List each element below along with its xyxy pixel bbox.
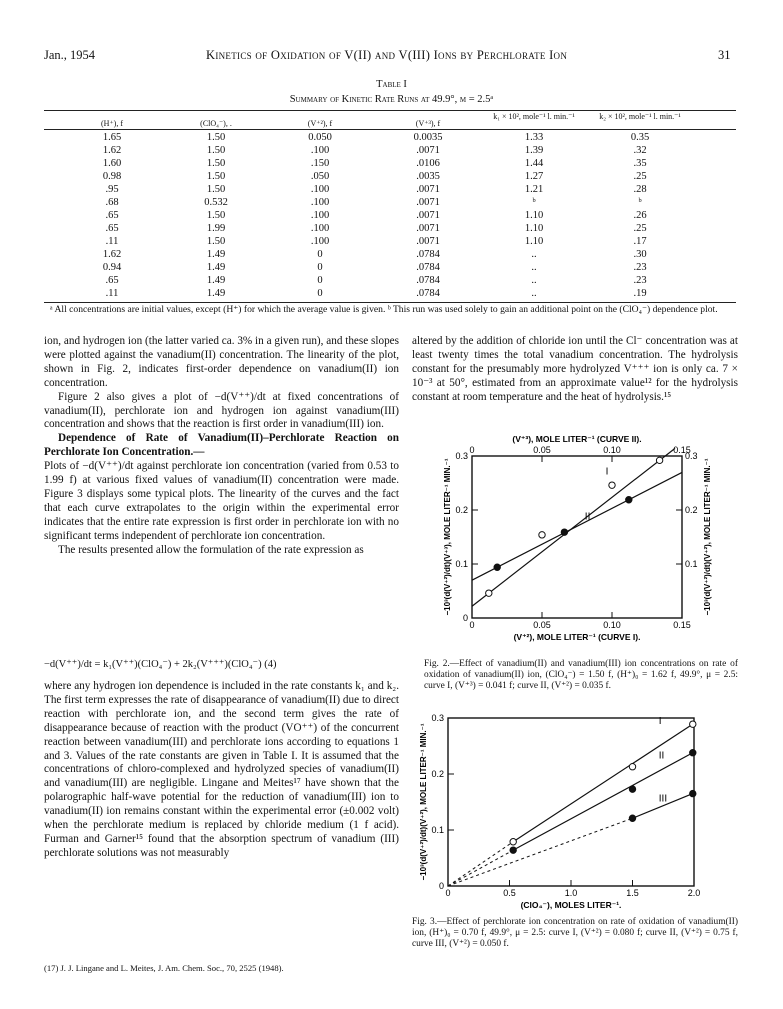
figure-3-caption: Fig. 3.—Effect of perchlorate ion concentration on rate of oxidation of vanadium(II) ion, (H⁺)₀ = 0.70 f, 49.9°, μ = 2.5: curve I, (V⁺²) = 0.080 f; curve II, (V⁺²) = 0.75 f, curve III, (V⁺²) = 0.050 f. bbox=[412, 917, 738, 949]
table-cell: .32 bbox=[633, 145, 647, 156]
table-cell: 1.50 bbox=[206, 236, 226, 247]
table-cell: 1.10 bbox=[524, 236, 544, 247]
table-cell: .0071 bbox=[416, 210, 440, 221]
data-point bbox=[494, 564, 500, 570]
table-cell: .35 bbox=[633, 158, 647, 169]
table-cell: .050 bbox=[310, 171, 330, 182]
data-point bbox=[690, 750, 696, 756]
table-cell: 1.99 bbox=[206, 223, 226, 234]
table-cell: .68 bbox=[105, 197, 119, 208]
data-point bbox=[656, 457, 662, 463]
table-cell: 0 bbox=[317, 288, 323, 299]
table-header-rule bbox=[44, 129, 736, 130]
x2-tick-label: 0.15 bbox=[673, 445, 691, 455]
table-cell: 1.60 bbox=[102, 158, 122, 169]
table-label: Table I bbox=[376, 79, 407, 90]
data-point bbox=[510, 839, 516, 845]
table-column-header: k₁ × 10², mole⁻¹ l. min.⁻¹ bbox=[493, 112, 575, 121]
table-cell: .19 bbox=[633, 288, 647, 299]
left-column-bottom bbox=[44, 680, 399, 861]
series-label: I bbox=[658, 716, 662, 728]
table-cell: 1.62 bbox=[102, 249, 122, 260]
table-cell: .0071 bbox=[416, 145, 440, 156]
figure-2-caption: Fig. 2.—Effect of vanadium(II) and vanadium(III) ion concentrations on rate of oxidation of vanadium(II) ion, (ClO₄⁻) = 1.50 f, (H⁺)₀ = 1.62 f, 49.9°, μ = 2.5: curve I, (V⁺³) = 0.041 f; curve II, (V⁺²) = 0.035 f. bbox=[424, 659, 738, 691]
table-cell: .0071 bbox=[416, 197, 440, 208]
table-cell: 1.44 bbox=[524, 158, 544, 169]
rate-equation: −d(V⁺⁺)/dt = k₁(V⁺⁺)(ClO₄⁻) + 2k₂(V⁺⁺⁺)(ClO₄⁻) (4) bbox=[44, 659, 277, 670]
y-tick-label: 0.2 bbox=[455, 505, 468, 515]
right-paragraph-1: altered by the addition of chloride ion until the Cl⁻ concentration was at least twenty times the total vanadium concentration. The hydrolysis constant for the presumably more hydrolyzed V⁺⁺⁺ ion is only ca. 7 × 10⁻³ at 50°, estimated from an approximate value¹² for the hydrolysis constant at room temperature and the heat of hydrolysis.¹⁵ bbox=[412, 335, 738, 403]
table-column-header: (V⁺²), f bbox=[307, 119, 333, 128]
data-point bbox=[629, 786, 635, 792]
table-cell: .0784 bbox=[416, 275, 440, 286]
table-cell: 1.50 bbox=[206, 158, 226, 169]
y-axis-label: −10³(d(V⁺²)/dt)(V⁺²), MOLE LITER⁻¹ MIN.⁻¹ bbox=[419, 723, 428, 881]
table-cell: .65 bbox=[105, 223, 119, 234]
table-cell: .95 bbox=[105, 184, 119, 195]
table-cell: .25 bbox=[633, 171, 647, 182]
table-cell: 1.33 bbox=[524, 132, 544, 143]
data-point bbox=[561, 529, 567, 535]
figure-2-chart bbox=[412, 420, 738, 660]
figure-3-chart bbox=[412, 700, 738, 910]
series-label: I bbox=[605, 466, 609, 478]
table-cell: .65 bbox=[105, 210, 119, 221]
table-cell: .30 bbox=[633, 249, 647, 260]
table-cell: .. bbox=[531, 249, 537, 260]
table-top-rule bbox=[44, 110, 736, 111]
table-cell: 0 bbox=[317, 262, 323, 273]
y-axis-label: −10³(d(V⁺²)/dt)(V⁺³), MOLE LITER⁻¹ MIN.⁻¹ bbox=[443, 458, 452, 616]
table-cell: .23 bbox=[633, 262, 647, 273]
table-cell: .0784 bbox=[416, 249, 440, 260]
y-tick-label: 0.2 bbox=[431, 769, 444, 779]
running-title: Kinetics of Oxidation of V(II) and V(III) Ions by Perchlorate Ion bbox=[206, 48, 568, 62]
y-tick-label: 0.3 bbox=[455, 451, 468, 461]
left-paragraph-2: Figure 2 also gives a plot of −d(V⁺⁺)/dt at fixed concentrations of vanadium(II), perchlorate ion and hydrogen ion against vanadium(III) concentration and shows that the reaction is first order in vanadium(III) ion. bbox=[44, 390, 399, 431]
y2-tick-label: 0.2 bbox=[685, 505, 698, 515]
series-label: III bbox=[658, 793, 668, 805]
figure-3-plot bbox=[419, 713, 700, 910]
x-tick-label: 1.5 bbox=[626, 888, 639, 898]
table-cell: 1.50 bbox=[206, 145, 226, 156]
plot-frame bbox=[472, 456, 682, 618]
table-cell: 0.532 bbox=[204, 197, 228, 208]
x-tick-label: 0 bbox=[469, 620, 475, 630]
table-column-header: k₂ × 10², mole⁻¹ l. min.⁻¹ bbox=[599, 112, 681, 121]
table-cell: .150 bbox=[310, 158, 330, 169]
series-extrapolation-line bbox=[448, 850, 513, 886]
table-cell: .100 bbox=[310, 223, 330, 234]
table-cell: .0784 bbox=[416, 262, 440, 273]
table-cell: 1.50 bbox=[206, 132, 226, 143]
x-tick-label: 0 bbox=[445, 888, 451, 898]
table-cell: 1.27 bbox=[524, 171, 544, 182]
table-cell: .0071 bbox=[416, 236, 440, 247]
y-tick-label: 0.1 bbox=[431, 825, 444, 835]
y-tick-label: 0.3 bbox=[431, 713, 444, 723]
y-tick-label: 0 bbox=[438, 881, 444, 891]
y2-axis-label: −10³(d(V⁺²)/dt)(V⁺²), MOLE LITER⁻¹ MIN.⁻¹ bbox=[703, 458, 712, 616]
right-column-text bbox=[412, 335, 738, 405]
table-cell: ᵇ bbox=[532, 197, 536, 208]
x-axis-label: (ClO₄⁻), MOLES LITER⁻¹. bbox=[520, 900, 622, 910]
data-point bbox=[626, 497, 632, 503]
data-point bbox=[690, 790, 696, 796]
table-cell: 1.10 bbox=[524, 210, 544, 221]
table-cell: .28 bbox=[633, 184, 647, 195]
data-point bbox=[690, 721, 696, 727]
table-cell: .26 bbox=[633, 210, 647, 221]
table-cell: .100 bbox=[310, 197, 330, 208]
left-paragraph-1: ion, and hydrogen ion (the latter varied ca. 3% in a given run), and these slopes were plotted against the vanadium(II) concentration. The linearity of the plot, shown in Fig. 2, indicates first-order dependence on vanadium(II) ion concentration. bbox=[44, 335, 399, 389]
table-cell: .23 bbox=[633, 275, 647, 286]
table-cell: ᵇ bbox=[638, 197, 642, 208]
page-number: 31 bbox=[718, 48, 731, 62]
table-cell: 1.10 bbox=[524, 223, 544, 234]
table-footnote: ᵃ All concentrations are initial values, except (H⁺) for which the average value is given. ᵇ This run was used solely to gain an additional point on the (ClO₄⁻) dependence plot. bbox=[50, 304, 718, 315]
header-date: Jan., 1954 bbox=[44, 48, 96, 62]
table-cell: .0071 bbox=[416, 184, 440, 195]
series-line bbox=[472, 472, 682, 580]
left-paragraph-4: The results presented allow the formulation of the rate expression as bbox=[58, 543, 364, 556]
x2-tick-label: 0.10 bbox=[603, 445, 621, 455]
y2-tick-label: 0.1 bbox=[685, 559, 698, 569]
table-cell: 1.62 bbox=[102, 145, 122, 156]
table-cell: .100 bbox=[310, 210, 330, 221]
figure-2-plot bbox=[443, 434, 712, 642]
table-cell: 0.98 bbox=[102, 171, 122, 182]
x-tick-label: 2.0 bbox=[687, 888, 701, 898]
x-tick-label: 0.15 bbox=[673, 620, 691, 630]
table-cell: .65 bbox=[105, 275, 119, 286]
table-cell: 0.94 bbox=[102, 262, 122, 273]
y2-tick-label: 0.3 bbox=[685, 451, 698, 461]
table-cell: 0.0035 bbox=[413, 132, 443, 143]
table-cell: 1.49 bbox=[206, 288, 226, 299]
table-bottom-rule bbox=[44, 302, 736, 303]
table-cell: 0.050 bbox=[308, 132, 332, 143]
table-cell: 1.65 bbox=[102, 132, 122, 143]
x2-axis-label: (V⁺³), MOLE LITER⁻¹ (CURVE II). bbox=[512, 434, 642, 444]
section-heading: Dependence of Rate of Vanadium(II)–Perchlorate Reaction on Perchlorate Ion Concentration.— bbox=[44, 432, 399, 459]
y-tick-label: 0 bbox=[462, 613, 468, 623]
table-cell: .. bbox=[531, 275, 537, 286]
table-cell: 0 bbox=[317, 275, 323, 286]
table-cell: 0.35 bbox=[630, 132, 650, 143]
table-cell: .25 bbox=[633, 223, 647, 234]
table-cell: .11 bbox=[105, 236, 119, 247]
x-axis-label: (V⁺²), MOLE LITER⁻¹ (CURVE I). bbox=[513, 632, 641, 642]
data-point bbox=[539, 532, 545, 538]
table-cell: 1.21 bbox=[524, 184, 544, 195]
data-point bbox=[629, 764, 635, 770]
series-label: II bbox=[584, 511, 591, 523]
left-paragraph-3: Plots of −d(V⁺⁺)/dt against perchlorate ion concentration (varied from 0.53 to 1.99 f) at various fixed values of vanadium(II) concentration were made. Figure 3 displays some typical plots. The linearity of the curves and the fact that each curve extrapolates to the origin within the experimental error indicates that the entire rate expression is first order in perchlorate ion with no significant terms independent of perchlorate ion concentration. bbox=[44, 460, 399, 542]
table-cell: 1.49 bbox=[206, 249, 226, 260]
table-cell: .. bbox=[531, 288, 537, 299]
table-cell: 1.39 bbox=[524, 145, 544, 156]
left-column-top bbox=[44, 335, 399, 558]
series-extrapolation-line bbox=[448, 842, 513, 886]
x2-tick-label: 0.05 bbox=[533, 445, 551, 455]
series-line bbox=[513, 724, 693, 842]
table-cell: 1.50 bbox=[206, 184, 226, 195]
table-cell: .100 bbox=[310, 145, 330, 156]
data-point bbox=[486, 590, 492, 596]
x-tick-label: 0.05 bbox=[533, 620, 551, 630]
x-tick-label: 0.5 bbox=[503, 888, 516, 898]
series-extrapolation-line bbox=[448, 818, 633, 886]
table-column-header: (H⁺), f bbox=[101, 119, 123, 128]
x-tick-label: 0.10 bbox=[603, 620, 621, 630]
table-cell: 1.50 bbox=[206, 171, 226, 182]
y-tick-label: 0.1 bbox=[455, 559, 468, 569]
table-cell: .0106 bbox=[416, 158, 440, 169]
table-cell: .100 bbox=[310, 184, 330, 195]
table-cell: .17 bbox=[633, 236, 647, 247]
table-title: Summary of Kinetic Rate Runs at 49.9°, μ = 2.5ᵃ bbox=[289, 94, 494, 105]
table-cell: .0784 bbox=[416, 288, 440, 299]
table-cell: .. bbox=[531, 262, 537, 273]
table-cell: .0071 bbox=[416, 223, 440, 234]
series-line bbox=[472, 448, 675, 606]
table-cell: .0035 bbox=[416, 171, 440, 182]
left-paragraph-5: where any hydrogen ion dependence is included in the rate constants k₁ and k₂. The first term expresses the rate of disappearance of vanadium(II) due to direct reaction with perchlorate ion, and the second term gives the rate of disappearance because of reaction with the product (VO⁺⁺) of the concurrent reaction between vanadium(III) and perchlorate ions according to equations 1 and 3. Values of the rate constants are given in Table I. It is assumed that the concentrations of chloro-complexed and hydrolyzed species of vanadium(II) and vanadium(III) are negligible. Lingane and Meites¹⁷ have shown that the polarographic half-wave potential for the reduction of vanadium(III) ion to vanadium(II) ion remains constant within the experimental error (±0.002 volt) when the perchlorate medium is replaced by chloride medium (1 f acid). Furman and Garner¹⁵ found that the absorption spectrum of vanadium (III) perchlorate solutions was not measurably bbox=[44, 680, 399, 859]
table-cell: .100 bbox=[310, 236, 330, 247]
series-label: II bbox=[658, 750, 665, 762]
table-column-header: (ClO₄⁻), . bbox=[200, 119, 232, 128]
table-cell: 1.49 bbox=[206, 275, 226, 286]
x-tick-label: 1.0 bbox=[564, 888, 578, 898]
table-cell: 1.50 bbox=[206, 210, 226, 221]
table-cell: .11 bbox=[105, 288, 119, 299]
left-footnote: (17) J. J. Lingane and L. Meites, J. Am. Chem. Soc., 70, 2525 (1948). bbox=[44, 963, 284, 973]
data-point bbox=[629, 815, 635, 821]
table-cell: 0 bbox=[317, 249, 323, 260]
data-point bbox=[609, 482, 615, 488]
table-column-header: (V⁺³), f bbox=[415, 119, 441, 128]
x2-tick-label: 0 bbox=[469, 445, 475, 455]
data-point bbox=[510, 847, 516, 853]
table-cell: 1.49 bbox=[206, 262, 226, 273]
